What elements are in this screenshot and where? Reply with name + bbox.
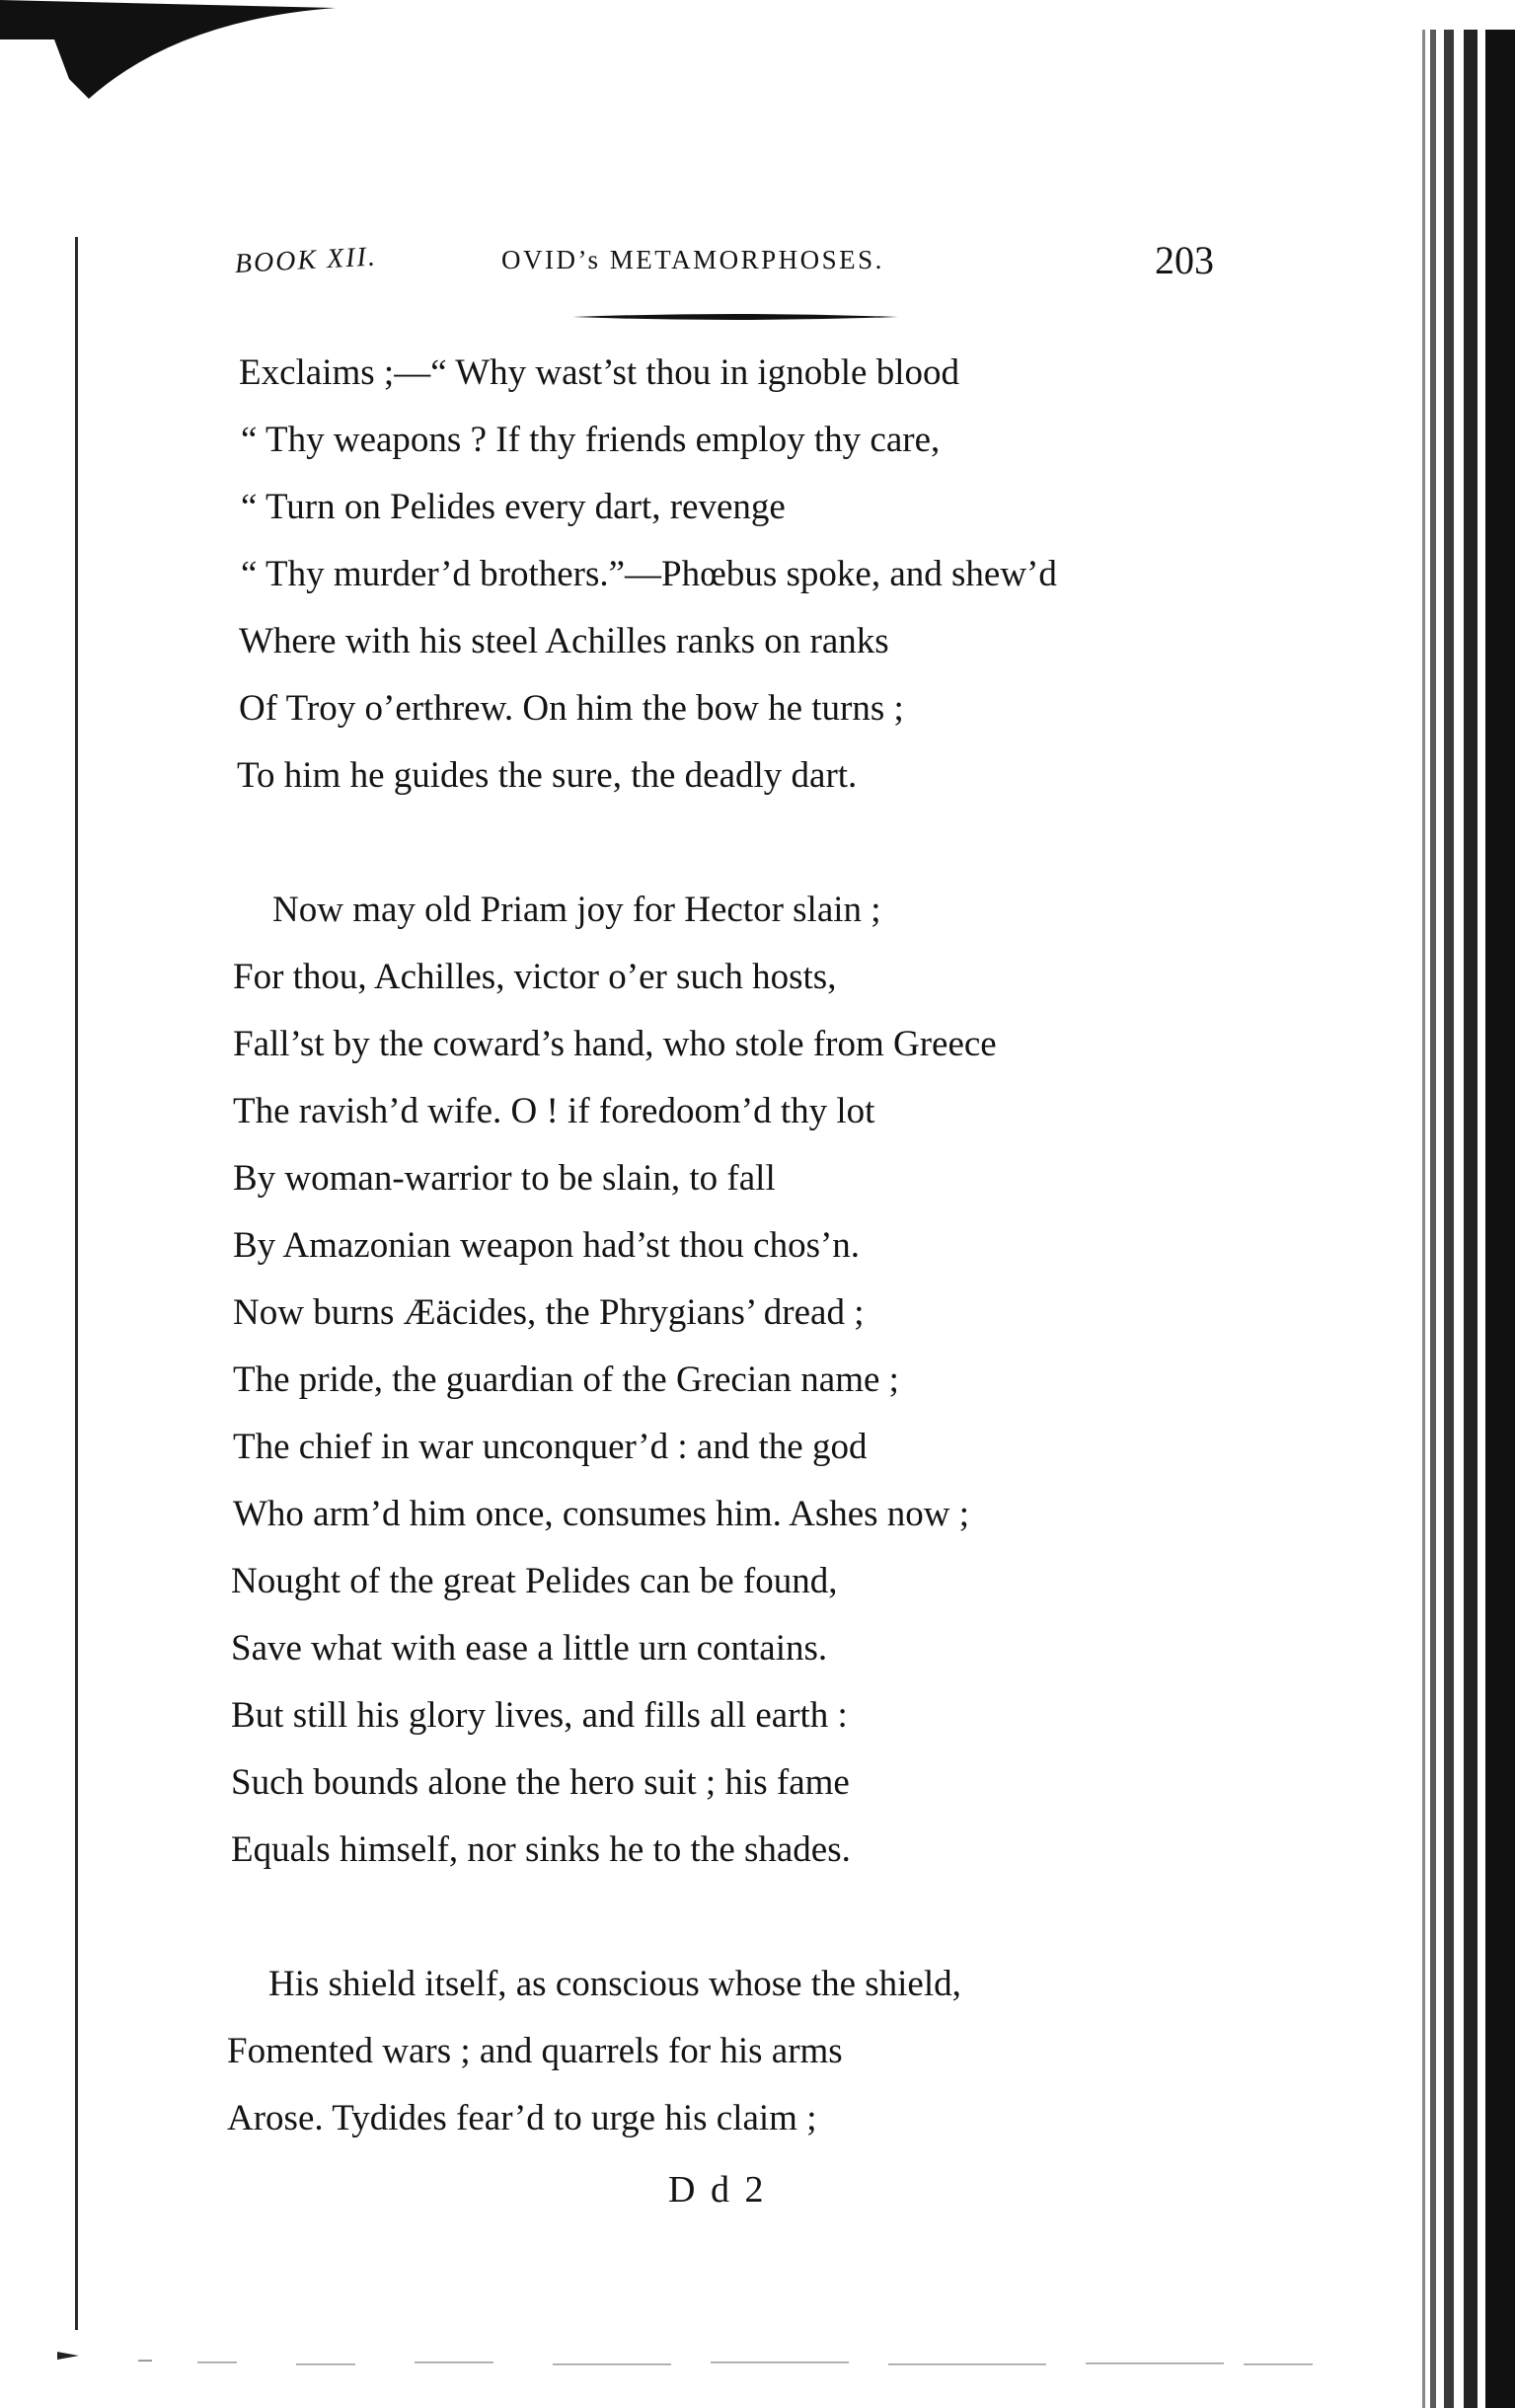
verse-line: His shield itself, as conscious whose the shield,	[268, 1964, 961, 2004]
verse-line: The ravish’d wife. O ! if foredoom’d thy lot	[233, 1091, 875, 1131]
verse-line: Nought of the great Pelides can be found,	[231, 1561, 838, 1601]
verse-line: Of Troy o’erthrew. On him the bow he turns ;	[239, 688, 904, 729]
verse-line: Where with his steel Achilles ranks on ranks	[239, 621, 889, 661]
running-title: OVID’s METAMORPHOSES.	[501, 245, 884, 274]
verse-line: Fomented wars ; and quarrels for his arms	[227, 2031, 843, 2071]
verse-line: Who arm’d him once, consumes him. Ashes now ;	[233, 1494, 970, 1534]
book-label: BOOK XII.	[234, 241, 378, 279]
verse-line: For thou, Achilles, victor o’er such hosts,	[233, 957, 837, 997]
verse-line: The chief in war unconquer’d : and the god	[233, 1427, 868, 1467]
page-edge-line	[75, 237, 78, 2330]
bottom-scan-specks	[0, 2330, 1382, 2408]
verse-line: Exclaims ;—“ Why wast’st thou in ignoble blood	[239, 352, 959, 393]
verse-line: “ Thy weapons ? If thy friends employ thy care,	[241, 420, 941, 460]
verse-line: By woman-warrior to be slain, to fall	[233, 1158, 776, 1199]
verse-line: By Amazonian weapon had’st thou chos’n.	[233, 1225, 861, 1266]
verse-line: Save what with ease a little urn contains.	[231, 1628, 828, 1669]
verse-line: To him he guides the sure, the deadly dart.	[237, 755, 858, 796]
verse-line: The pride, the guardian of the Grecian name ;	[233, 1359, 899, 1400]
running-head	[0, 235, 1515, 294]
verse-line: Fall’st by the coward’s hand, who stole from Greece	[233, 1024, 997, 1064]
verse-line: Equals himself, nor sinks he to the shades.	[231, 1829, 851, 1870]
page-number: 203	[1155, 238, 1214, 282]
verse-line: Arose. Tydides fear’d to urge his claim ;	[227, 2098, 817, 2138]
signature-mark: D d 2	[668, 2169, 767, 2211]
verse-line: Now may old Priam joy for Hector slain ;	[272, 890, 881, 930]
verse-line: Now burns Æäcides, the Phrygians’ dread ;	[233, 1292, 865, 1333]
verse-line: But still his glory lives, and fills all earth :	[231, 1695, 848, 1736]
verse-line: Such bounds alone the hero suit ; his fame	[231, 1762, 850, 1803]
page-corner-fold	[0, 0, 336, 109]
book-spine-shadow	[1387, 30, 1515, 2408]
head-ornament-rule	[572, 312, 898, 322]
verse-line: “ Turn on Pelides every dart, revenge	[241, 487, 786, 527]
verse-line: “ Thy murder’d brothers.”—Phœbus spoke, and shew’d	[241, 554, 1057, 594]
